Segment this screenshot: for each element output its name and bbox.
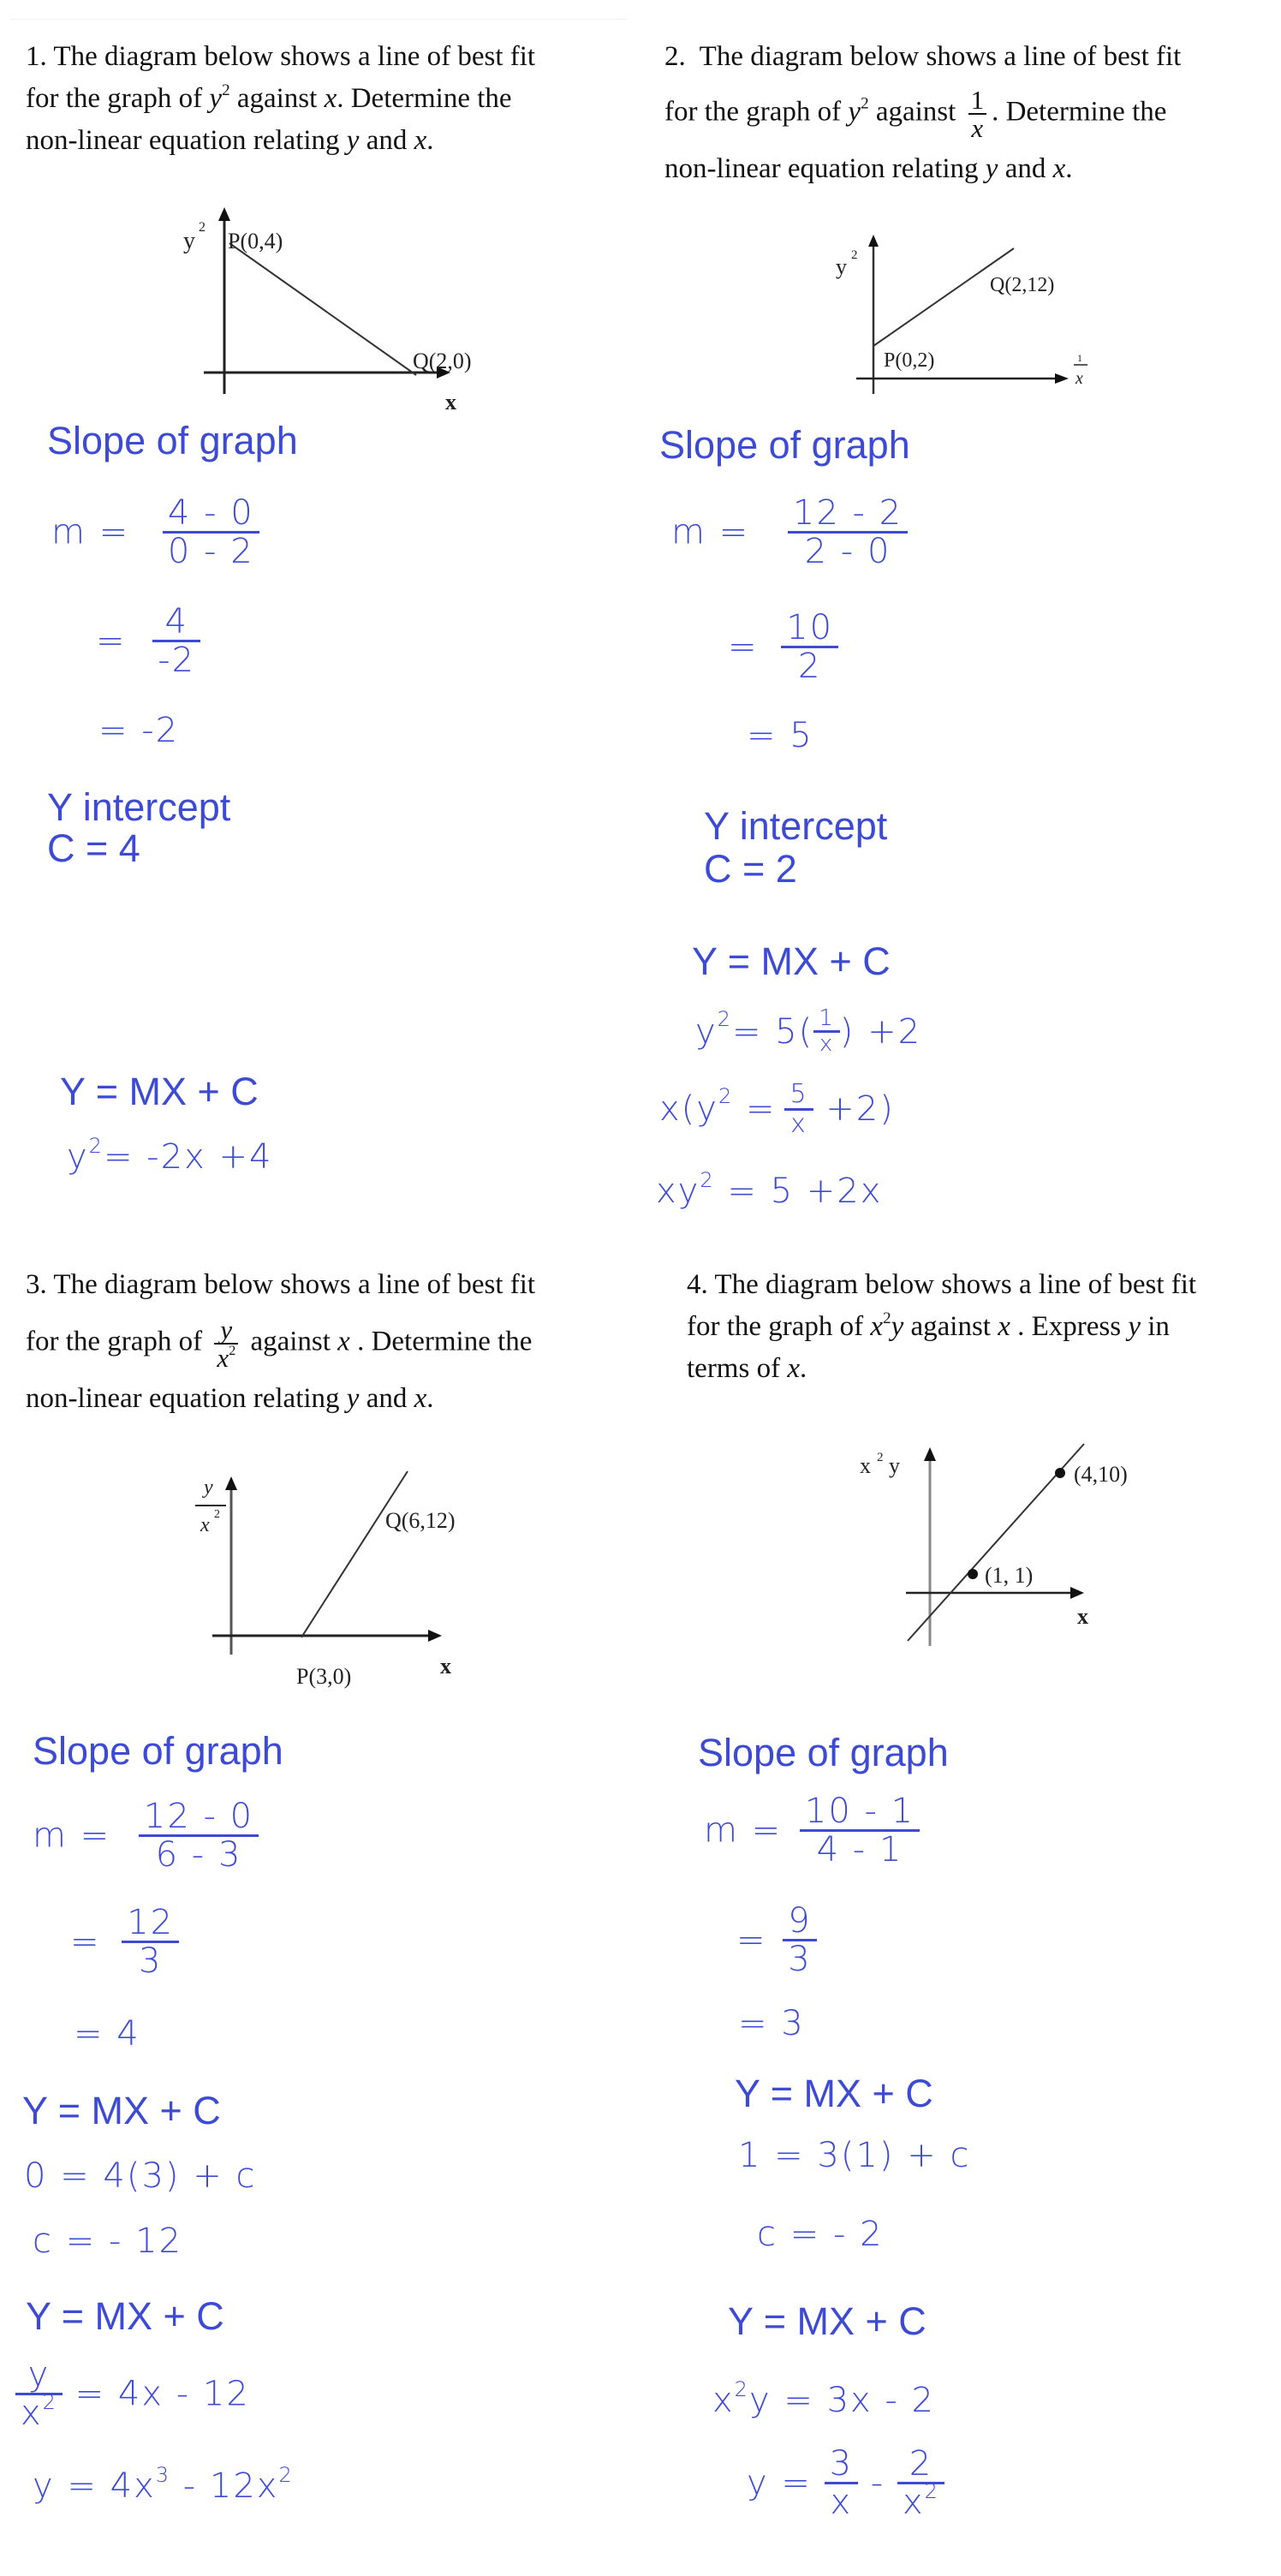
fraction xyxy=(825,2446,858,2520)
fraction xyxy=(152,604,200,678)
question-text: . xyxy=(426,1383,434,1414)
fraction xyxy=(163,495,259,569)
question-text: . Express xyxy=(1010,1311,1129,1342)
math-sup: 2 xyxy=(229,1344,236,1358)
slope-calc-step1 xyxy=(51,495,259,569)
math-var: y xyxy=(891,1311,904,1342)
substitution: 1 = 3(1) + c xyxy=(738,2136,971,2175)
slope-calc-step2 xyxy=(736,1903,817,1977)
fraction xyxy=(813,1007,840,1057)
question-text: . xyxy=(1065,153,1073,184)
point-b-label: (4,10) xyxy=(1074,1462,1128,1487)
point-q-label: Q(2,12) xyxy=(990,274,1055,296)
numerator: 4 xyxy=(152,604,200,642)
numerator: 12 - 0 xyxy=(139,1798,259,1837)
problem-number: 2. xyxy=(664,41,686,72)
rearranged-equation xyxy=(15,2357,250,2431)
question-text: terms of xyxy=(687,1353,788,1384)
denominator xyxy=(15,2390,63,2433)
math-expr: - xyxy=(858,2463,897,2503)
y-axis-sup: 2 xyxy=(877,1451,884,1464)
problem-number: 1. xyxy=(26,41,47,72)
denominator: 3 xyxy=(788,1940,812,1979)
point-q-label: Q(6,12) xyxy=(385,1508,456,1533)
general-form: Y = MX + C xyxy=(692,939,891,983)
question-text: non-linear equation relating xyxy=(26,1383,347,1414)
math-fraction xyxy=(968,86,987,141)
math-sup: 2 xyxy=(734,2377,749,2401)
y-axis-sup: 2 xyxy=(199,220,206,235)
problem-number: 4. xyxy=(687,1269,708,1300)
math-sup: 2 xyxy=(222,81,230,99)
math-sup: 2 xyxy=(42,2390,57,2414)
math-var: xy xyxy=(656,1172,700,1211)
slope-result: = -2 xyxy=(98,711,180,750)
intercept-heading: Y intercept xyxy=(704,804,888,848)
math-var: x xyxy=(414,1383,427,1414)
denominator: x xyxy=(971,113,984,143)
math-sup: 2 xyxy=(861,94,869,113)
general-form: Y = MX + C xyxy=(60,1070,259,1113)
equals: = xyxy=(736,1920,767,1960)
point-p-label: P(0,2) xyxy=(884,349,935,372)
slope-heading: Slope of graph xyxy=(659,423,910,467)
math-expr: = xyxy=(733,1089,777,1129)
math-expr: y = 3x - 2 xyxy=(748,2381,936,2420)
question-text: against xyxy=(868,96,963,128)
intercept-value: C = 2 xyxy=(704,847,797,891)
math-expr: +2) xyxy=(813,1089,895,1129)
slope-calc-step1 xyxy=(704,1793,920,1868)
c-value: c = - 2 xyxy=(757,2215,884,2254)
fraction xyxy=(15,2357,63,2431)
question-text: against xyxy=(243,1326,338,1357)
denominator: x xyxy=(790,1108,807,1139)
y-axis-label: y xyxy=(183,228,195,254)
math-sup: 2 xyxy=(278,2463,294,2487)
slope-heading: Slope of graph xyxy=(698,1731,949,1774)
question-line: The diagram below shows a line of best fit xyxy=(53,1269,536,1300)
fraction xyxy=(800,1793,920,1868)
math-var: x xyxy=(1052,153,1066,184)
question-line: The diagram below shows a line of best fit xyxy=(714,1269,1197,1300)
fraction xyxy=(139,1798,259,1873)
numerator: 4 - 0 xyxy=(163,495,259,534)
numerator: 1 xyxy=(968,86,987,115)
y-axis-den: x xyxy=(200,1514,210,1536)
intercept-heading: Y intercept xyxy=(47,785,231,829)
question-text: . Determine the xyxy=(349,1326,533,1357)
point-a-label: (1, 1) xyxy=(985,1563,1034,1588)
math-var: y xyxy=(1128,1311,1141,1342)
point-q-label: Q(2,0) xyxy=(413,349,472,373)
fraction xyxy=(781,610,838,684)
substitution: 0 = 4(3) + c xyxy=(24,2156,257,2196)
slope-calc-step1 xyxy=(671,495,908,569)
m-label: m = xyxy=(51,512,130,552)
m-label: m = xyxy=(671,512,750,552)
point-p-label: P(0,4) xyxy=(228,229,283,253)
math-var: x xyxy=(217,1343,229,1373)
math-var: x xyxy=(870,1311,884,1342)
equals: = xyxy=(96,621,127,661)
slope-result: = 3 xyxy=(738,2004,805,2043)
question-text: for the graph of xyxy=(664,96,849,128)
math-var: x xyxy=(414,125,427,156)
math-var: x xyxy=(998,1311,1010,1342)
fraction xyxy=(788,495,908,569)
math-sup: 2 xyxy=(924,2479,939,2503)
question-text: non-linear equation relating xyxy=(26,125,347,156)
math-var: y xyxy=(985,153,998,184)
general-form-2: Y = MX + C xyxy=(26,2294,224,2338)
question-line: The diagram below shows a line of best fit xyxy=(699,41,1182,72)
question-text: in xyxy=(1141,1311,1170,1342)
denominator xyxy=(214,1345,238,1371)
denominator xyxy=(897,2479,944,2522)
problem-number: 3. xyxy=(26,1269,47,1300)
denominator: 2 xyxy=(797,647,822,686)
math-expr: ) +2 xyxy=(839,1011,922,1052)
denominator: 2 - 0 xyxy=(804,532,891,571)
denominator: x xyxy=(830,2483,853,2522)
equals: = xyxy=(70,1922,101,1962)
slope-calc-step2 xyxy=(96,604,200,678)
math-sup: 2 xyxy=(717,1006,732,1031)
math-expr: - 12x xyxy=(170,2466,279,2506)
top-divider xyxy=(10,19,627,20)
problem-2-diagram xyxy=(822,223,1113,394)
general-form-2: Y = MX + C xyxy=(728,2299,926,2343)
question-text: and xyxy=(359,1383,414,1414)
y-axis-sup: 2 xyxy=(851,248,858,262)
slope-calc-step2 xyxy=(728,610,838,684)
numerator: 5 xyxy=(784,1081,813,1111)
c-value: c = - 12 xyxy=(33,2221,182,2261)
math-sup: 2 xyxy=(718,1084,734,1108)
numerator: 3 xyxy=(825,2446,858,2484)
math-var: x xyxy=(712,2381,735,2420)
problem-4-question xyxy=(687,1264,1281,1390)
slope-calc-step1 xyxy=(33,1798,259,1873)
final-equation xyxy=(656,1168,883,1211)
math-sup: 2 xyxy=(883,1309,891,1327)
general-form-1: Y = MX + C xyxy=(22,2089,221,2132)
slope-result: = 4 xyxy=(74,2014,140,2054)
denominator: 6 - 3 xyxy=(155,1835,242,1875)
math-expr: = -2x +4 xyxy=(103,1137,273,1177)
y-axis-label-2: y xyxy=(889,1453,900,1478)
question-text: . Determine the xyxy=(992,96,1167,128)
numerator: 10 xyxy=(781,610,838,648)
math-var: x xyxy=(21,2394,43,2433)
y-axis-den-sup: 2 xyxy=(214,1508,220,1521)
y-axis-label: y xyxy=(836,254,847,279)
numerator: 1 xyxy=(813,1007,840,1033)
y-axis-label: x xyxy=(860,1453,871,1478)
question-text: . xyxy=(426,125,434,156)
math-var: x xyxy=(902,2483,925,2522)
denominator: 3 xyxy=(138,1941,163,1981)
question-text: against xyxy=(903,1311,998,1342)
x-axis-num: 1 xyxy=(1077,352,1082,364)
final-equation xyxy=(67,1134,273,1177)
general-form-1: Y = MX + C xyxy=(735,2072,933,2115)
math-expr: x(y xyxy=(659,1089,718,1129)
point-p-label: P(3,0) xyxy=(296,1664,352,1689)
question-text: for the graph of xyxy=(687,1311,871,1342)
problem-4-diagram xyxy=(856,1422,1165,1661)
fraction xyxy=(897,2446,944,2520)
numerator: y xyxy=(214,1316,238,1345)
math-var: y xyxy=(848,96,861,128)
slope-heading: Slope of graph xyxy=(47,419,298,462)
math-var: x xyxy=(324,83,337,114)
math-var: y xyxy=(346,125,360,156)
final-equation xyxy=(33,2463,294,2506)
question-text: and xyxy=(998,153,1053,184)
problem-1-question xyxy=(26,36,642,162)
math-var: x xyxy=(787,1353,800,1384)
denominator: 4 - 1 xyxy=(816,1830,903,1869)
math-sup: 2 xyxy=(88,1134,104,1158)
final-equation xyxy=(747,2446,944,2520)
problem-1-diagram xyxy=(171,197,514,420)
denominator: x xyxy=(819,1031,835,1058)
question-text: . Determine the xyxy=(337,83,512,114)
math-expr: y = xyxy=(747,2463,812,2503)
math-var: y xyxy=(67,1137,89,1177)
fraction xyxy=(122,1905,179,1979)
rearranged-equation xyxy=(712,2377,936,2420)
equals: = xyxy=(728,627,759,667)
math-expr: = 5 +2x xyxy=(714,1172,883,1211)
math-var: y xyxy=(346,1383,360,1414)
problem-3-diagram xyxy=(171,1422,514,1713)
question-text: against xyxy=(229,83,325,114)
numerator: y xyxy=(15,2357,63,2395)
substitution xyxy=(695,1007,921,1057)
numerator: 10 - 1 xyxy=(800,1793,920,1832)
m-label: m = xyxy=(704,1810,783,1851)
x-axis-label: x xyxy=(440,1654,451,1679)
x-axis-label: x xyxy=(445,390,456,414)
x-axis-label: x xyxy=(1077,1604,1088,1629)
math-expr: = 4x - 12 xyxy=(74,2374,250,2414)
denominator: -2 xyxy=(158,641,196,680)
problem-2-question xyxy=(664,36,1281,190)
fraction xyxy=(784,1081,813,1137)
y-axis-num: y xyxy=(204,1476,213,1499)
math-fraction xyxy=(214,1316,238,1371)
slope-result: = 5 xyxy=(747,716,813,755)
x-axis-den: x xyxy=(1075,369,1083,388)
m-label: m = xyxy=(33,1816,111,1856)
fraction xyxy=(783,1903,816,1977)
math-expr: y = 4x xyxy=(33,2466,156,2506)
numerator: 12 xyxy=(122,1905,179,1943)
question-text: for the graph of xyxy=(26,1326,210,1357)
problem-3-question xyxy=(26,1264,659,1420)
numerator: 9 xyxy=(783,1903,816,1941)
question-text: for the graph of xyxy=(26,83,210,114)
math-var: y xyxy=(695,1011,718,1052)
numerator: 12 - 2 xyxy=(788,495,908,534)
math-var: y xyxy=(209,83,223,114)
denominator: 0 - 2 xyxy=(167,532,254,571)
question-line: The diagram below shows a line of best fit xyxy=(53,41,536,72)
slope-heading: Slope of graph xyxy=(33,1729,283,1773)
math-sup: 2 xyxy=(700,1168,715,1192)
math-sup: 3 xyxy=(155,2463,171,2487)
slope-calc-step2 xyxy=(70,1905,179,1979)
math-var: x xyxy=(337,1326,350,1357)
multiply-step xyxy=(659,1081,895,1137)
question-text: non-linear equation relating xyxy=(664,153,986,184)
numerator: 2 xyxy=(897,2446,944,2484)
question-text: . xyxy=(799,1353,807,1384)
intercept-value: C = 4 xyxy=(47,826,140,870)
math-expr: = 5( xyxy=(731,1011,814,1052)
question-text: and xyxy=(359,125,414,156)
